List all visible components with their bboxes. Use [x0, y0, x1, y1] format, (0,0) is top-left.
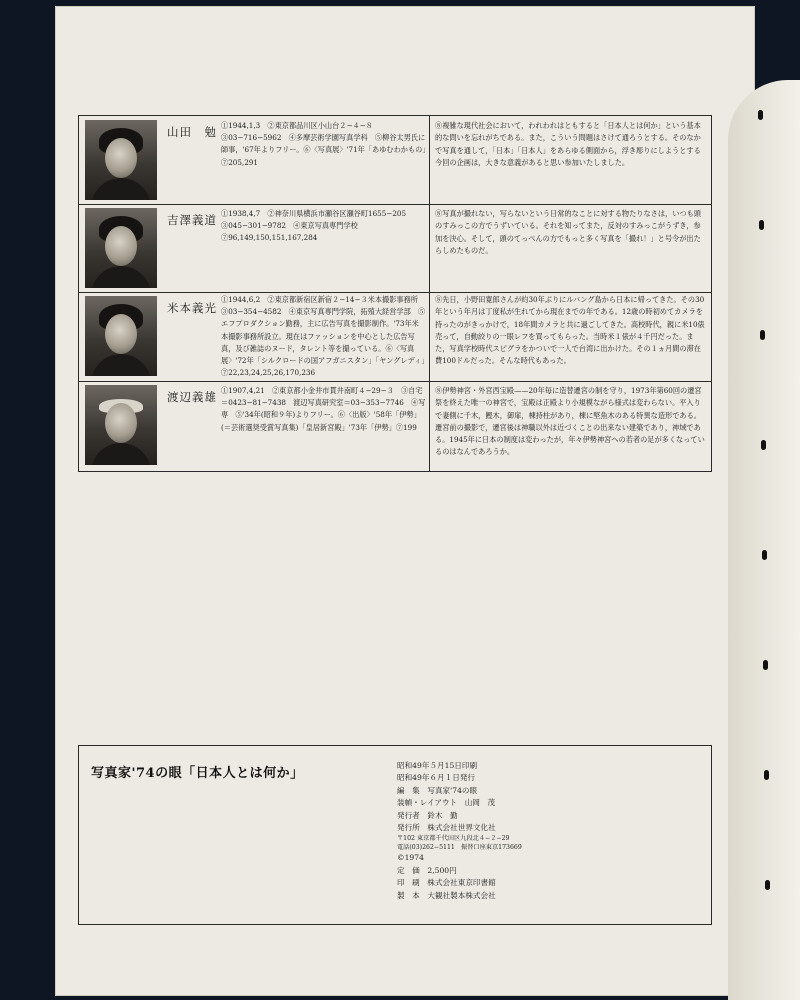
- photographer-row: [79, 292, 711, 382]
- photographer-info: ①1944,6,2 ②東京都新宿区新宿２−14−３米本撮影事務所 ③03−354−4582 ④東京写真専門学院，拓殖大経営学部 ⑤エフプロダクション勤務，主に広告写真を撮影制作。'73年米本撮影事務所設立。現在はファッションを中心とした広告写真，及び雑誌のヌード，タレント等を撮っている。⑥〈写真展〉'72年「シルクロードの国アフガニスタン」「ヤングレディ」⑦22,23,24,25,26,170,236: [221, 295, 426, 378]
- page-edge: [728, 80, 800, 1000]
- colophon-box: [78, 745, 712, 925]
- photographer-name: 山田 勉: [167, 125, 217, 139]
- binding-hole: [759, 220, 764, 230]
- photographer-row: [79, 204, 711, 293]
- photographer-table: [78, 115, 712, 472]
- price: 定 価 2,500円: [397, 865, 457, 875]
- binder: 製 本 大観社製本株式会社: [397, 890, 496, 900]
- photographer-comment: ⑧写真が撮れない，写らないという日常的なことに対する物たりなさは，いつも頭のすみっこの方でうずいている。それを知ってまた，反対のすみっこがうずき，参加を決心。そして，頭のてっぺんの方でもっと多く写真を「撮れ！」と号令が出たらしめたものだ。: [435, 209, 701, 255]
- designer: 装幀・レイアウト 山岡 茂: [397, 798, 496, 808]
- publisher-person: 発行者 鈴木 勤: [397, 810, 458, 820]
- book-title: 写真家'74の眼「日本人とは何か」: [91, 766, 304, 781]
- photographer-row: [79, 381, 711, 471]
- colophon-details: [397, 760, 697, 902]
- print-date: 昭和49年５月15日印刷: [397, 761, 478, 770]
- photographer-comment: ⑧複雑な現代社会において，われわれはともすると「日本人とは何か」という基本的な問いを忘れがちである。また，こういう問題はさけて通ろうとする。そのなかで写真を通して，「日本」「日本人」をあらゆる側面から，浮き彫りにしようとする今回の企画は，大きな意義があると思い参加いたしました。: [435, 121, 701, 167]
- photographer-name: 吉澤義道: [167, 213, 217, 227]
- photographer-comment: ⑧伊勢神宮・外宮西宝殿——20年毎に造替遷宮の制を守り，1973年第60回の遷宮祭を終えた唯一の神宮で，宝殿は正殿より小規模ながら様式は変わらない。平入りで妻側に千木，鰹木，御扉，棟持柱があり，棟に堅魚木のある特異な造形である。遷宮前の撮影で，遷宮後は神職以外は近づくことの出来ない建築であり，神域である。1945年に日本の制度は変わったが，年々伊勢神宮への若者の足が多くなっているのはなんであろうか。: [435, 386, 705, 457]
- photographer-name: 米本義光: [167, 301, 217, 315]
- photographer-info: ①1907,4,21 ②東京都小金井市貫井南町４−29−３ ③自宅＝0423−81−7438 渡辺写真研究室＝03−353−7746 ④写専 ⑤'34年(昭和９年)よりフリー。⑥〈出版〉'58年「伊勢」(＝芸術選奨受賞写真集)「皇居新宮殿」'73年「伊勢」⑦199: [221, 386, 426, 432]
- publish-date: 昭和49年６月１日発行: [397, 773, 476, 783]
- binding-hole: [761, 440, 766, 450]
- binding-hole: [762, 550, 767, 560]
- publisher-phone: 電話(03)262−5111 振替口座東京173669: [397, 844, 522, 852]
- binding-hole: [765, 880, 770, 890]
- portrait-photo: [85, 385, 157, 465]
- binding-hole: [758, 110, 763, 120]
- publisher-address: 〒102 東京都千代田区九段北４−２−29: [397, 835, 510, 843]
- editor: 編 集 写真家'74の眼: [397, 785, 478, 795]
- binding-hole: [764, 770, 769, 780]
- portrait-photo: [85, 296, 157, 376]
- binding-hole: [763, 660, 768, 670]
- photographer-row: [79, 116, 711, 205]
- photographer-comment: ⑧先日，小野田寛郎さんが約30年ぶりにルバング島から日本に帰ってきた。その30年という年月は丁度私が生れてから現在までの年である。12歳の時初めてカメラを持ったのがきっかけで，18年間カメラと共に過ごしてきた。高校時代，親に米10俵売って，自動絞りの一眼レフを買ってもらった。当時米１俵が４千円だった。また，写真学校時代スピグラをかついで一人で台湾に出かけた。その１ヵ月間の滞在費100ドルだった。そんな時代もあった。: [435, 295, 705, 366]
- portrait-photo: [85, 120, 157, 200]
- photographer-info: ①1938,4,7 ②神奈川県横浜市瀬谷区瀬谷町1655−205 ③045−301−9782 ④東京写真専門学校 ⑦96,149,150,151,167,284: [221, 209, 414, 243]
- portrait-photo: [85, 208, 157, 288]
- publisher-company: 発行所 株式会社世界文化社: [397, 823, 496, 833]
- photographer-info: ①1944,1,3 ②東京都品川区小山台２−４−８ ③03−716−5962 ④多摩芸術学園写真学科 ⑤柳谷太男氏に師事，'67年よりフリー。⑥〈写真展〉'71年「あゆむわかもの」 ⑦205,291: [221, 121, 434, 167]
- copyright: ©1974: [397, 853, 424, 863]
- binding-hole: [760, 330, 765, 340]
- photographer-name: 渡辺義雄: [167, 390, 217, 404]
- printer: 印 刷 株式会社東京印書館: [397, 878, 496, 888]
